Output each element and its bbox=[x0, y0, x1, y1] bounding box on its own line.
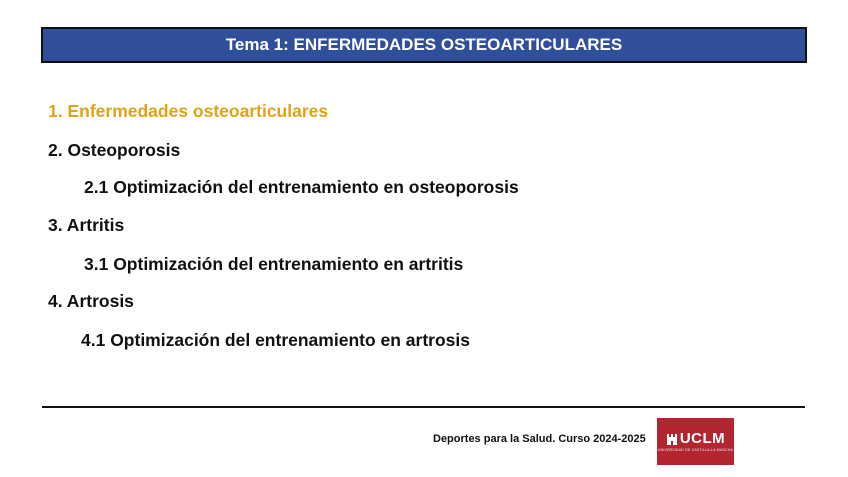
footer-divider bbox=[42, 406, 805, 408]
toc-item-4: 4. Artrosis bbox=[48, 291, 134, 311]
toc-item-3: 3. Artritis bbox=[48, 215, 125, 235]
toc-item-2: 2. Osteoporosis bbox=[48, 140, 181, 160]
slide-title: Tema 1: ENFERMEDADES OSTEOARTICULARES bbox=[225, 35, 623, 54]
logo-text: UCLM bbox=[679, 430, 726, 447]
uclm-logo bbox=[657, 418, 734, 465]
toc-item-4-1: 4.1 Optimización del entrenamiento en artrosis bbox=[81, 330, 470, 350]
toc-item-3-1: 3.1 Optimización del entrenamiento en artritis bbox=[84, 254, 464, 274]
castle-icon bbox=[666, 433, 678, 445]
toc-item-2-1: 2.1 Optimización del entrenamiento en osteoporosis bbox=[84, 177, 519, 197]
logo-subtext: UNIVERSIDAD DE CASTILLA-LA MANCHA bbox=[657, 448, 734, 452]
course-label: Deportes para la Salud. Curso 2024-2025 bbox=[433, 433, 646, 445]
toc-item-1: 1. Enfermedades osteoarticulares bbox=[48, 101, 329, 121]
